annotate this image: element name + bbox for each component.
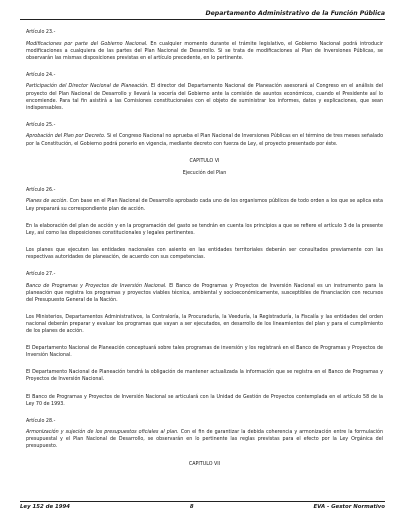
chapter-6-title: Ejecución del Plan [182,170,227,176]
article-27-text [26,283,383,304]
article-23-body: En cualquier momento durante el trámite legislativo, el Gobierno Nacional podrá introducir modificaciones a cualquiera de las partes del Plan Nacional de Desarrollo. Si se trata de modificaciones al Plan de Inversiones Públicas, se observarán las mismas disposiciones previstas en el artículo precedente, en lo pertinente. [26,41,383,61]
article-24-text [26,83,383,111]
article-23-heading: Artículo 23.- [26,30,56,35]
chapter-7-number: CAPITULO VII [188,461,221,467]
article-26-heading: Artículo 26.- [26,187,56,193]
article-27-heading: Artículo 27.- [26,271,56,277]
article-28-lead: Armonización y sujeción de los presupuestos oficiales al plan. [26,430,179,436]
article-27-paragraph-5: El Banco de Programas y Proyectos de Inversión Nacional se articulará con la Unidad de Gestión de Proyectos contemplada en el artículo 58 de la Ley 70 de 1993. [26,394,383,407]
page-footer [20,501,385,510]
article-25-lead: Aprobación del Plan por Decreto. [26,134,106,140]
article-23-lead: Modificaciones por parte del Gobierno Nacional. [26,41,148,47]
article-27-body: El Banco de Programas y Proyectos de Inversión Nacional es un instrumento para la planeación que registra los programas y proyectos viables técnica, ambiental y socioeconómicamente, susceptibles de financiación con recursos del Presupuesto General de la Nación. [26,283,383,303]
article-24-body: El director del Departamento Nacional de Planeación asesorará al Congreso en el análisis del proyecto del Plan Nacional de Desarrollo y llevará la vocería del Gobierno ante la comisión de asuntos económicos, cuando el Presidente así lo encomiende. Para tal fin asistirá a las Comisiones constitucionales con el objeto de suministrar los informes, datos y explicaciones, que sean indispensables. [26,84,383,111]
article-23-text [26,41,383,62]
article-28-body: Con el fin de garantizar la debida coherencia y armonización entre la formulación presupuestal y el Plan Nacional de Desarrollo, se observarán en lo pertinente las reglas previstas para el efecto por la Ley Orgánica del presupuesto. [26,430,384,450]
document-body [26,29,383,468]
article-25-text [26,133,383,147]
article-25-body: Si el Congreso Nacional no aprueba el Plan Nacional de Inversiones Públicas en el término de tres meses señalado por la Constitución, el Gobierno podrá ponerlo en vigencia, mediante decreto con fuerza de Ley, el proyecto presentado por éste. [26,134,384,147]
article-28-text [26,429,383,450]
article-27-paragraph-4: El Departamento Nacional de Planeación tendrá la obligación de mantener actualizada la información que se registra en el Banco de Programas y Proyectos de Inversión Nacional. [26,370,383,383]
footer-page-number: 8 [189,504,194,510]
article-26-paragraph-3: Los planes que ejecuten las entidades nacionales con asiento en las entidades territoriales deberán ser consultados previamente con las respectivas autoridades de planeación, de acuerdo con sus competencias. [26,247,383,260]
article-27-paragraph-3: El Departamento Nacional de Planeación conceptuará sobre tales programas de inversión y los registrará en el Banco de Programas y Proyectos de Inversión Nacional. [26,346,383,359]
article-28-heading: Artículo 28.- [26,418,56,424]
footer-law-name: Ley 152 de 1994 [20,504,71,510]
article-27-lead: Banco de Programas y Proyectos de Inversión Nacional. [26,283,167,289]
article-27-paragraph-2: Los Ministerios, Departamentos Administrativos, la Contraloría, la Procuraduría, la Veeduría, la Registraduría, la Fiscalía y las entidades del orden nacional deberán preparar y evaluar los programas que vayan a ser ejecutados, en desarrollo de los lineamientos del plan y para el cumplimiento de los planes de acción. [26,314,383,335]
article-26-paragraph-2: En la elaboración del plan de acción y en la programación del gasto se tendrán en cuenta los principios a que se refiere el artículo 3 de la presente Ley, así como las disposiciones constitucionales y legales pertinentes. [26,223,383,236]
article-26-text [26,198,383,212]
article-26-body: Con base en el Plan Nacional de Desarrollo aprobado cada uno de los organismos públicos de todo orden a los que se aplica esta Ley preparará su correspondiente plan de acción. [26,199,383,212]
article-26-lead: Planes de acción. [26,199,68,205]
article-24-lead: Participación del Director Nacional de Planeación. [26,84,149,90]
page-header: Departamento Administrativo de la Función Pública [20,10,385,20]
chapter-6-number: CAPITULO VI [189,158,220,164]
footer-source: EVA - Gestor Normativo [313,504,385,510]
article-24-heading: Artículo 24.- [26,72,56,78]
article-25-heading: Artículo 25.- [26,122,56,128]
